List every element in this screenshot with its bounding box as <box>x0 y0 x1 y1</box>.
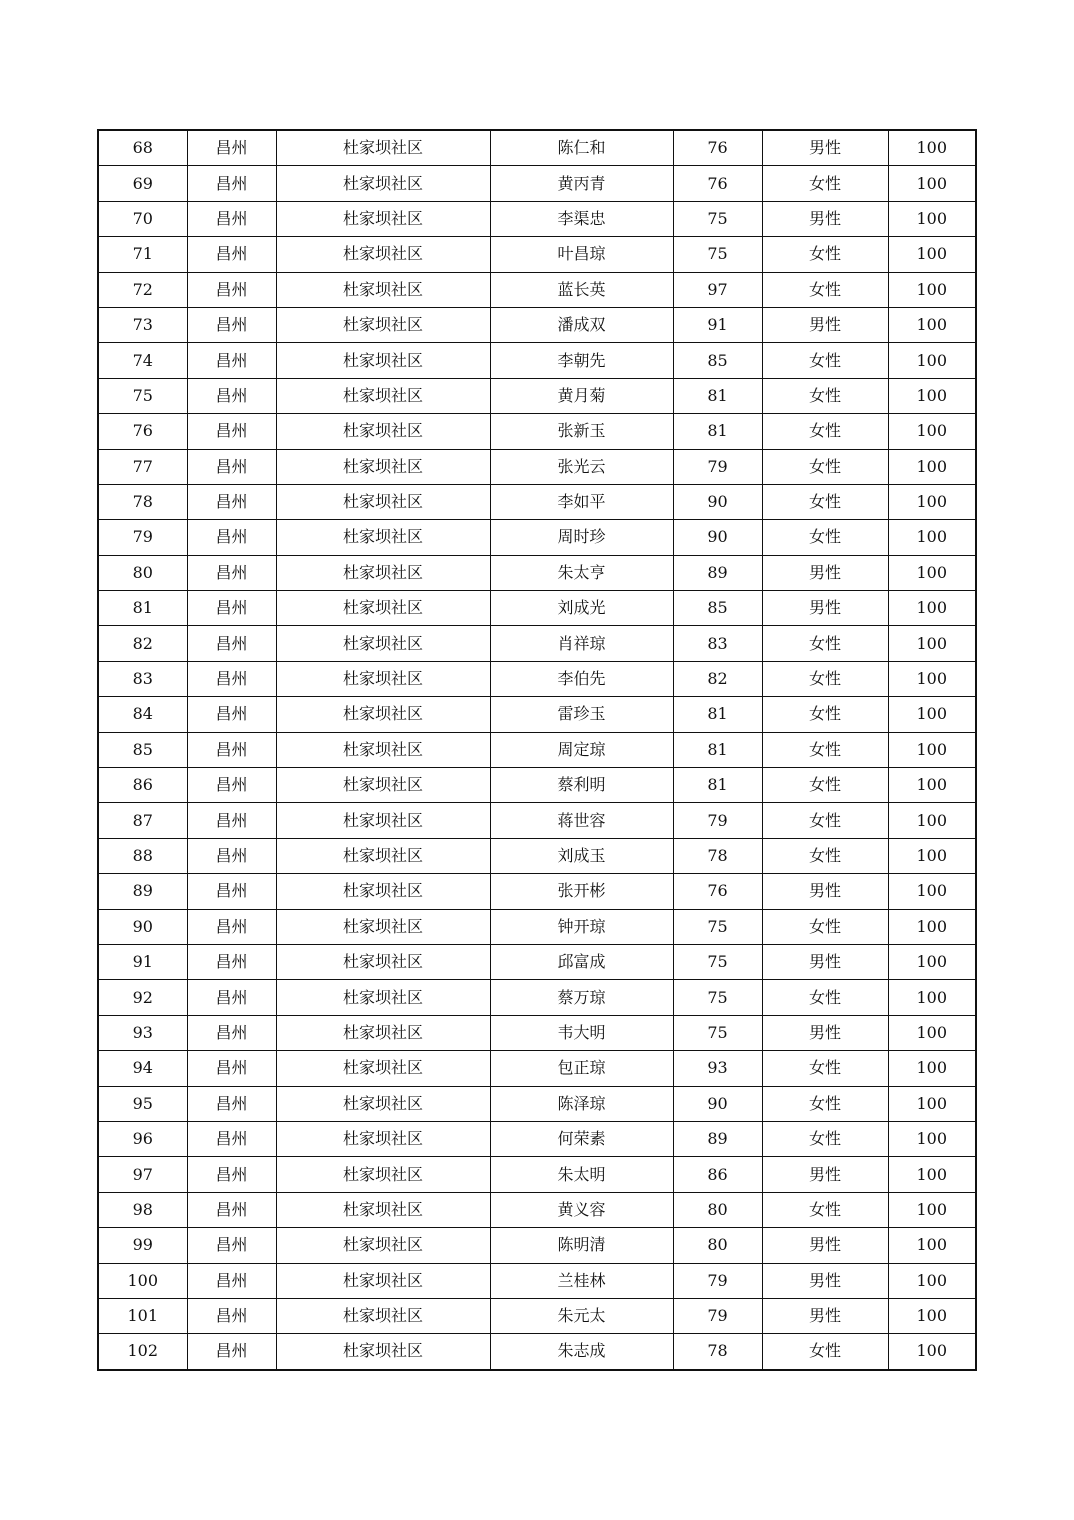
table-row <box>98 130 976 166</box>
community-cell: 杜家坝社区 <box>276 591 490 626</box>
town-cell: 昌州 <box>187 874 276 909</box>
row-number-cell: 75 <box>98 378 187 413</box>
roster-table-body <box>98 130 976 1370</box>
gender-cell: 女性 <box>762 980 888 1015</box>
age-cell: 81 <box>673 732 762 767</box>
community-cell: 杜家坝社区 <box>276 1086 490 1121</box>
age-cell: 97 <box>673 272 762 307</box>
gender-cell: 女性 <box>762 661 888 696</box>
gender-cell: 女性 <box>762 272 888 307</box>
gender-cell: 男性 <box>762 874 888 909</box>
age-cell: 76 <box>673 874 762 909</box>
community-cell: 杜家坝社区 <box>276 697 490 732</box>
amount-cell: 100 <box>888 1263 976 1298</box>
age-cell: 75 <box>673 944 762 979</box>
table-row <box>98 1086 976 1121</box>
table-row <box>98 237 976 272</box>
gender-cell: 男性 <box>762 944 888 979</box>
age-cell: 89 <box>673 1121 762 1156</box>
name-cell: 黄义容 <box>490 1192 673 1227</box>
row-number-cell: 90 <box>98 909 187 944</box>
amount-cell: 100 <box>888 944 976 979</box>
gender-cell: 女性 <box>762 1334 888 1370</box>
amount-cell: 100 <box>888 1192 976 1227</box>
amount-cell: 100 <box>888 874 976 909</box>
gender-cell: 女性 <box>762 1121 888 1156</box>
row-number-cell: 72 <box>98 272 187 307</box>
age-cell: 89 <box>673 555 762 590</box>
amount-cell: 100 <box>888 909 976 944</box>
age-cell: 75 <box>673 980 762 1015</box>
town-cell: 昌州 <box>187 838 276 873</box>
age-cell: 79 <box>673 803 762 838</box>
age-cell: 75 <box>673 1015 762 1050</box>
name-cell: 朱元太 <box>490 1298 673 1333</box>
row-number-cell: 89 <box>98 874 187 909</box>
name-cell: 雷珍玉 <box>490 697 673 732</box>
community-cell: 杜家坝社区 <box>276 272 490 307</box>
town-cell: 昌州 <box>187 343 276 378</box>
age-cell: 78 <box>673 838 762 873</box>
amount-cell: 100 <box>888 768 976 803</box>
name-cell: 李伯先 <box>490 661 673 696</box>
name-cell: 李渠忠 <box>490 201 673 236</box>
community-cell: 杜家坝社区 <box>276 484 490 519</box>
community-cell: 杜家坝社区 <box>276 1334 490 1370</box>
town-cell: 昌州 <box>187 1051 276 1086</box>
table-row <box>98 803 976 838</box>
gender-cell: 女性 <box>762 520 888 555</box>
name-cell: 陈仁和 <box>490 130 673 166</box>
town-cell: 昌州 <box>187 201 276 236</box>
town-cell: 昌州 <box>187 732 276 767</box>
gender-cell: 女性 <box>762 732 888 767</box>
row-number-cell: 95 <box>98 1086 187 1121</box>
amount-cell: 100 <box>888 1298 976 1333</box>
table-row <box>98 1015 976 1050</box>
community-cell: 杜家坝社区 <box>276 661 490 696</box>
name-cell: 蓝长英 <box>490 272 673 307</box>
community-cell: 杜家坝社区 <box>276 768 490 803</box>
community-cell: 杜家坝社区 <box>276 555 490 590</box>
amount-cell: 100 <box>888 591 976 626</box>
town-cell: 昌州 <box>187 697 276 732</box>
town-cell: 昌州 <box>187 237 276 272</box>
community-cell: 杜家坝社区 <box>276 414 490 449</box>
name-cell: 潘成双 <box>490 307 673 342</box>
table-row <box>98 1157 976 1192</box>
amount-cell: 100 <box>888 484 976 519</box>
community-cell: 杜家坝社区 <box>276 626 490 661</box>
row-number-cell: 74 <box>98 343 187 378</box>
table-row <box>98 307 976 342</box>
gender-cell: 女性 <box>762 909 888 944</box>
amount-cell: 100 <box>888 1157 976 1192</box>
table-row <box>98 166 976 201</box>
gender-cell: 女性 <box>762 697 888 732</box>
age-cell: 86 <box>673 1157 762 1192</box>
table-row <box>98 414 976 449</box>
gender-cell: 男性 <box>762 1015 888 1050</box>
name-cell: 包正琼 <box>490 1051 673 1086</box>
row-number-cell: 78 <box>98 484 187 519</box>
community-cell: 杜家坝社区 <box>276 449 490 484</box>
age-cell: 93 <box>673 1051 762 1086</box>
gender-cell: 女性 <box>762 166 888 201</box>
name-cell: 周定琼 <box>490 732 673 767</box>
amount-cell: 100 <box>888 166 976 201</box>
community-cell: 杜家坝社区 <box>276 1228 490 1263</box>
gender-cell: 男性 <box>762 201 888 236</box>
community-cell: 杜家坝社区 <box>276 1157 490 1192</box>
age-cell: 90 <box>673 484 762 519</box>
town-cell: 昌州 <box>187 166 276 201</box>
name-cell: 黄月菊 <box>490 378 673 413</box>
table-row <box>98 1121 976 1156</box>
age-cell: 90 <box>673 520 762 555</box>
table-row <box>98 1192 976 1227</box>
table-row <box>98 909 976 944</box>
name-cell: 刘成光 <box>490 591 673 626</box>
name-cell: 刘成玉 <box>490 838 673 873</box>
gender-cell: 男性 <box>762 591 888 626</box>
name-cell: 钟开琼 <box>490 909 673 944</box>
age-cell: 79 <box>673 1263 762 1298</box>
town-cell: 昌州 <box>187 1228 276 1263</box>
town-cell: 昌州 <box>187 1157 276 1192</box>
community-cell: 杜家坝社区 <box>276 130 490 166</box>
amount-cell: 100 <box>888 201 976 236</box>
row-number-cell: 88 <box>98 838 187 873</box>
table-row <box>98 555 976 590</box>
name-cell: 朱志成 <box>490 1334 673 1370</box>
row-number-cell: 79 <box>98 520 187 555</box>
community-cell: 杜家坝社区 <box>276 1121 490 1156</box>
age-cell: 80 <box>673 1228 762 1263</box>
name-cell: 何荣素 <box>490 1121 673 1156</box>
gender-cell: 男性 <box>762 307 888 342</box>
town-cell: 昌州 <box>187 520 276 555</box>
town-cell: 昌州 <box>187 1192 276 1227</box>
community-cell: 杜家坝社区 <box>276 166 490 201</box>
community-cell: 杜家坝社区 <box>276 1051 490 1086</box>
row-number-cell: 84 <box>98 697 187 732</box>
amount-cell: 100 <box>888 697 976 732</box>
town-cell: 昌州 <box>187 1298 276 1333</box>
table-row <box>98 1334 976 1370</box>
amount-cell: 100 <box>888 414 976 449</box>
amount-cell: 100 <box>888 307 976 342</box>
row-number-cell: 83 <box>98 661 187 696</box>
gender-cell: 女性 <box>762 1051 888 1086</box>
community-cell: 杜家坝社区 <box>276 343 490 378</box>
town-cell: 昌州 <box>187 484 276 519</box>
row-number-cell: 96 <box>98 1121 187 1156</box>
name-cell: 蔡万琼 <box>490 980 673 1015</box>
table-row <box>98 201 976 236</box>
row-number-cell: 76 <box>98 414 187 449</box>
table-row <box>98 661 976 696</box>
name-cell: 周时珍 <box>490 520 673 555</box>
name-cell: 张开彬 <box>490 874 673 909</box>
row-number-cell: 94 <box>98 1051 187 1086</box>
row-number-cell: 86 <box>98 768 187 803</box>
roster-table <box>97 129 977 1371</box>
row-number-cell: 97 <box>98 1157 187 1192</box>
row-number-cell: 87 <box>98 803 187 838</box>
name-cell: 黄丙青 <box>490 166 673 201</box>
table-row <box>98 1051 976 1086</box>
gender-cell: 女性 <box>762 1192 888 1227</box>
table-row <box>98 449 976 484</box>
town-cell: 昌州 <box>187 626 276 661</box>
row-number-cell: 85 <box>98 732 187 767</box>
community-cell: 杜家坝社区 <box>276 1015 490 1050</box>
age-cell: 81 <box>673 697 762 732</box>
community-cell: 杜家坝社区 <box>276 378 490 413</box>
gender-cell: 女性 <box>762 803 888 838</box>
name-cell: 张光云 <box>490 449 673 484</box>
table-row <box>98 272 976 307</box>
town-cell: 昌州 <box>187 1263 276 1298</box>
town-cell: 昌州 <box>187 555 276 590</box>
town-cell: 昌州 <box>187 661 276 696</box>
age-cell: 81 <box>673 414 762 449</box>
community-cell: 杜家坝社区 <box>276 1263 490 1298</box>
town-cell: 昌州 <box>187 944 276 979</box>
amount-cell: 100 <box>888 1334 976 1370</box>
gender-cell: 女性 <box>762 838 888 873</box>
name-cell: 邱富成 <box>490 944 673 979</box>
row-number-cell: 69 <box>98 166 187 201</box>
age-cell: 82 <box>673 661 762 696</box>
amount-cell: 100 <box>888 838 976 873</box>
row-number-cell: 91 <box>98 944 187 979</box>
table-row <box>98 1263 976 1298</box>
table-row <box>98 874 976 909</box>
name-cell: 朱太明 <box>490 1157 673 1192</box>
gender-cell: 男性 <box>762 1228 888 1263</box>
name-cell: 叶昌琼 <box>490 237 673 272</box>
row-number-cell: 70 <box>98 201 187 236</box>
amount-cell: 100 <box>888 1121 976 1156</box>
town-cell: 昌州 <box>187 378 276 413</box>
town-cell: 昌州 <box>187 272 276 307</box>
town-cell: 昌州 <box>187 414 276 449</box>
name-cell: 李如平 <box>490 484 673 519</box>
town-cell: 昌州 <box>187 130 276 166</box>
gender-cell: 男性 <box>762 1298 888 1333</box>
age-cell: 81 <box>673 378 762 413</box>
community-cell: 杜家坝社区 <box>276 944 490 979</box>
age-cell: 75 <box>673 201 762 236</box>
amount-cell: 100 <box>888 378 976 413</box>
community-cell: 杜家坝社区 <box>276 201 490 236</box>
community-cell: 杜家坝社区 <box>276 237 490 272</box>
town-cell: 昌州 <box>187 307 276 342</box>
row-number-cell: 82 <box>98 626 187 661</box>
age-cell: 75 <box>673 909 762 944</box>
amount-cell: 100 <box>888 803 976 838</box>
age-cell: 83 <box>673 626 762 661</box>
row-number-cell: 100 <box>98 1263 187 1298</box>
gender-cell: 女性 <box>762 484 888 519</box>
row-number-cell: 101 <box>98 1298 187 1333</box>
age-cell: 78 <box>673 1334 762 1370</box>
community-cell: 杜家坝社区 <box>276 803 490 838</box>
amount-cell: 100 <box>888 626 976 661</box>
town-cell: 昌州 <box>187 591 276 626</box>
row-number-cell: 99 <box>98 1228 187 1263</box>
name-cell: 李朝先 <box>490 343 673 378</box>
row-number-cell: 98 <box>98 1192 187 1227</box>
town-cell: 昌州 <box>187 803 276 838</box>
town-cell: 昌州 <box>187 768 276 803</box>
age-cell: 85 <box>673 591 762 626</box>
town-cell: 昌州 <box>187 1121 276 1156</box>
table-row <box>98 944 976 979</box>
table-row <box>98 591 976 626</box>
age-cell: 79 <box>673 449 762 484</box>
row-number-cell: 81 <box>98 591 187 626</box>
amount-cell: 100 <box>888 237 976 272</box>
amount-cell: 100 <box>888 1051 976 1086</box>
age-cell: 91 <box>673 307 762 342</box>
age-cell: 79 <box>673 1298 762 1333</box>
gender-cell: 女性 <box>762 378 888 413</box>
table-row <box>98 484 976 519</box>
table-row <box>98 1228 976 1263</box>
table-row <box>98 520 976 555</box>
name-cell: 张新玉 <box>490 414 673 449</box>
age-cell: 75 <box>673 237 762 272</box>
row-number-cell: 73 <box>98 307 187 342</box>
amount-cell: 100 <box>888 520 976 555</box>
gender-cell: 女性 <box>762 768 888 803</box>
town-cell: 昌州 <box>187 449 276 484</box>
row-number-cell: 102 <box>98 1334 187 1370</box>
amount-cell: 100 <box>888 555 976 590</box>
gender-cell: 女性 <box>762 449 888 484</box>
name-cell: 韦大明 <box>490 1015 673 1050</box>
name-cell: 朱太亨 <box>490 555 673 590</box>
amount-cell: 100 <box>888 1086 976 1121</box>
gender-cell: 男性 <box>762 1263 888 1298</box>
name-cell: 兰桂林 <box>490 1263 673 1298</box>
gender-cell: 女性 <box>762 626 888 661</box>
age-cell: 80 <box>673 1192 762 1227</box>
community-cell: 杜家坝社区 <box>276 980 490 1015</box>
town-cell: 昌州 <box>187 1086 276 1121</box>
town-cell: 昌州 <box>187 980 276 1015</box>
row-number-cell: 92 <box>98 980 187 1015</box>
age-cell: 90 <box>673 1086 762 1121</box>
row-number-cell: 93 <box>98 1015 187 1050</box>
amount-cell: 100 <box>888 272 976 307</box>
town-cell: 昌州 <box>187 909 276 944</box>
community-cell: 杜家坝社区 <box>276 909 490 944</box>
age-cell: 81 <box>673 768 762 803</box>
community-cell: 杜家坝社区 <box>276 1192 490 1227</box>
age-cell: 76 <box>673 130 762 166</box>
table-row <box>98 838 976 873</box>
table-row <box>98 378 976 413</box>
row-number-cell: 80 <box>98 555 187 590</box>
age-cell: 85 <box>673 343 762 378</box>
gender-cell: 女性 <box>762 1086 888 1121</box>
gender-cell: 女性 <box>762 237 888 272</box>
name-cell: 蒋世容 <box>490 803 673 838</box>
table-row <box>98 626 976 661</box>
table-row <box>98 732 976 767</box>
table-row <box>98 1298 976 1333</box>
gender-cell: 女性 <box>762 414 888 449</box>
table-row <box>98 768 976 803</box>
community-cell: 杜家坝社区 <box>276 732 490 767</box>
row-number-cell: 71 <box>98 237 187 272</box>
row-number-cell: 77 <box>98 449 187 484</box>
name-cell: 陈泽琼 <box>490 1086 673 1121</box>
amount-cell: 100 <box>888 1015 976 1050</box>
name-cell: 肖祥琼 <box>490 626 673 661</box>
name-cell: 蔡利明 <box>490 768 673 803</box>
amount-cell: 100 <box>888 343 976 378</box>
age-cell: 76 <box>673 166 762 201</box>
gender-cell: 女性 <box>762 343 888 378</box>
community-cell: 杜家坝社区 <box>276 520 490 555</box>
amount-cell: 100 <box>888 732 976 767</box>
community-cell: 杜家坝社区 <box>276 838 490 873</box>
table-row <box>98 980 976 1015</box>
table-row <box>98 343 976 378</box>
gender-cell: 男性 <box>762 1157 888 1192</box>
row-number-cell: 68 <box>98 130 187 166</box>
amount-cell: 100 <box>888 449 976 484</box>
name-cell: 陈明清 <box>490 1228 673 1263</box>
amount-cell: 100 <box>888 1228 976 1263</box>
amount-cell: 100 <box>888 980 976 1015</box>
community-cell: 杜家坝社区 <box>276 874 490 909</box>
town-cell: 昌州 <box>187 1334 276 1370</box>
town-cell: 昌州 <box>187 1015 276 1050</box>
amount-cell: 100 <box>888 130 976 166</box>
amount-cell: 100 <box>888 661 976 696</box>
gender-cell: 男性 <box>762 555 888 590</box>
table-row <box>98 697 976 732</box>
community-cell: 杜家坝社区 <box>276 1298 490 1333</box>
gender-cell: 男性 <box>762 130 888 166</box>
community-cell: 杜家坝社区 <box>276 307 490 342</box>
